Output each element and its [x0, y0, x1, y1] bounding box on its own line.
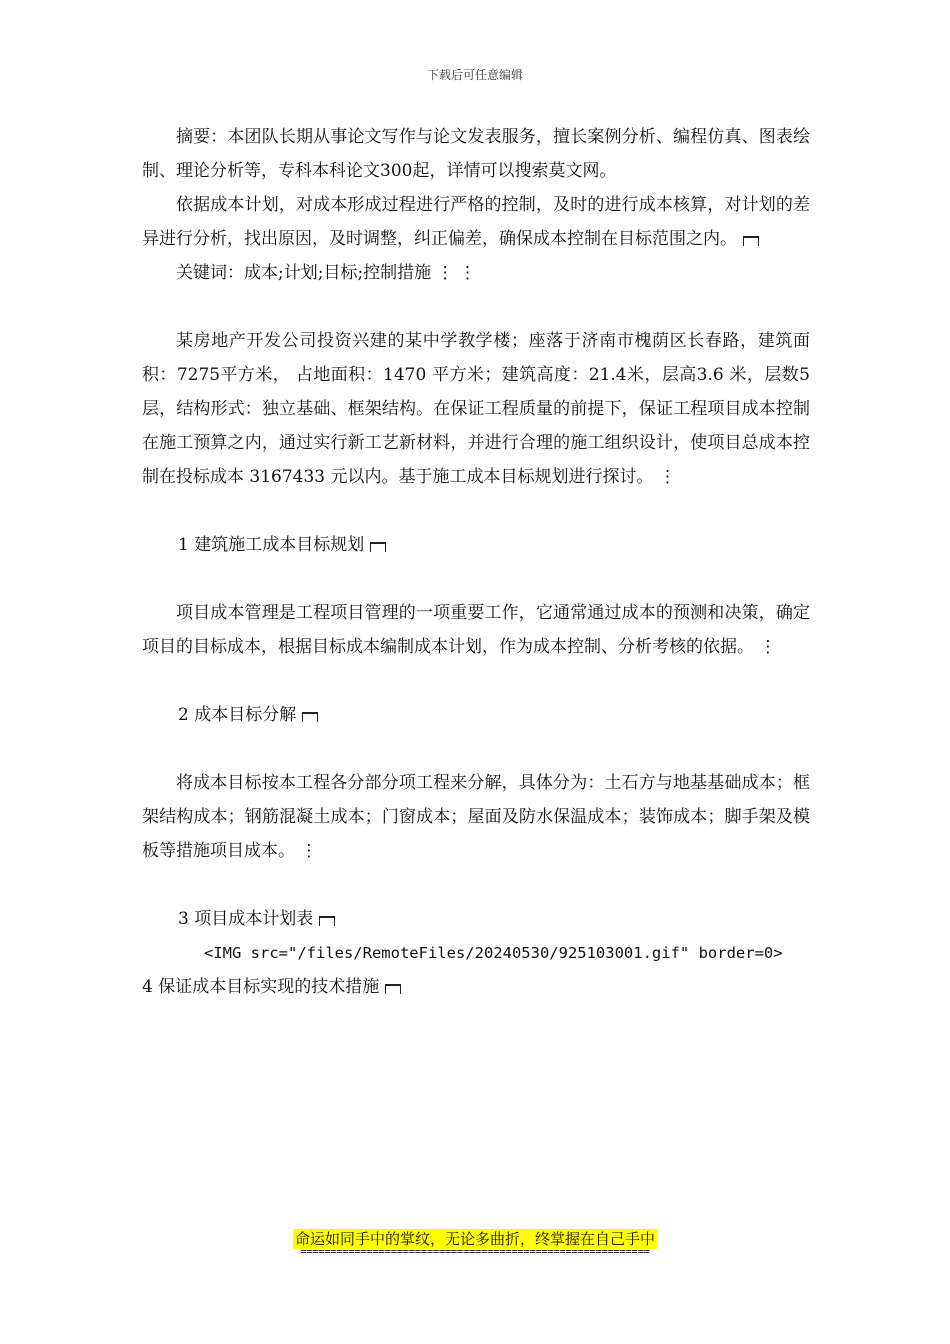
document-body	[142, 120, 810, 1004]
section-1-heading: 1 建筑施工成本目标规划	[142, 528, 810, 562]
dots-mark: ⋮	[759, 637, 777, 657]
section-4-heading: 4 保证成本目标实现的技术措施	[142, 970, 810, 1004]
paragraph-mark-icon	[370, 542, 386, 552]
project-paragraph: 某房地产开发公司投资兴建的某中学教学楼；座落于济南市槐荫区长春路，建筑面积：7275平方米， 占地面积：1470 平方米；建筑高度：21.4米，层高3.6 米，层数5层，结构形式：独立基础、框架结构。在保证工程质量的前提下，保证工程项目成本控制在施工预算之内，通过实行新工艺新材料，并进行合理的施工组织设计，使项目总成本控制在投标成本 3167433 元以内。基于施工成本目标规划进行探讨。 ⋮	[142, 331, 810, 487]
dots-mark: ⋮	[300, 841, 318, 861]
keywords-paragraph: 关键词：成本;计划;目标;控制措施 ⋮ ⋮	[176, 263, 476, 283]
section-3-heading: 3 项目成本计划表	[142, 902, 810, 936]
paragraph-mark-icon	[302, 712, 318, 722]
section-1-paragraph: 项目成本管理是工程项目管理的一项重要工作，它通常通过成本的预测和决策，确定项目的目标成本，根据目标成本编制成本计划，作为成本控制、分析考核的依据。 ⋮	[142, 603, 810, 657]
page-header: 下载后可任意编辑	[426, 68, 523, 82]
dots-mark: ⋮	[658, 467, 676, 487]
dots-mark: ⋮ ⋮	[436, 263, 476, 283]
intro-paragraph: 依据成本计划，对成本形成过程进行严格的控制，及时的进行成本核算，对计划的差异进行分析，找出原因，及时调整，纠正偏差，确保成本控制在目标范围之内。	[142, 195, 810, 249]
image-tag-text: <IMG src="/files/RemoteFiles/20240530/925103001.gif" border=0>	[204, 944, 783, 962]
footer-rule: ==========================================================	[300, 1246, 650, 1258]
paragraph-mark-icon	[385, 984, 401, 994]
paragraph-mark-icon	[319, 916, 335, 926]
abstract-paragraph: 摘要：本团队长期从事论文写作与论文发表服务，擅长案例分析、编程仿真、图表绘制、理论分析等，专科本科论文300起，详情可以搜索莫文网。	[142, 127, 810, 181]
footer-quote-text: 命运如同手中的掌纹，无论多曲折，终掌握在自己手中	[294, 1230, 655, 1248]
section-2-paragraph: 将成本目标按本工程各分部分项工程来分解，具体分为：土石方与地基基础成本；框架结构成本；钢筋混凝土成本；门窗成本；屋面及防水保温成本；装饰成本；脚手架及模板等措施项目成本。 ⋮	[142, 773, 810, 861]
section-2-heading: 2 成本目标分解	[142, 698, 810, 732]
paragraph-mark-icon	[743, 236, 759, 246]
